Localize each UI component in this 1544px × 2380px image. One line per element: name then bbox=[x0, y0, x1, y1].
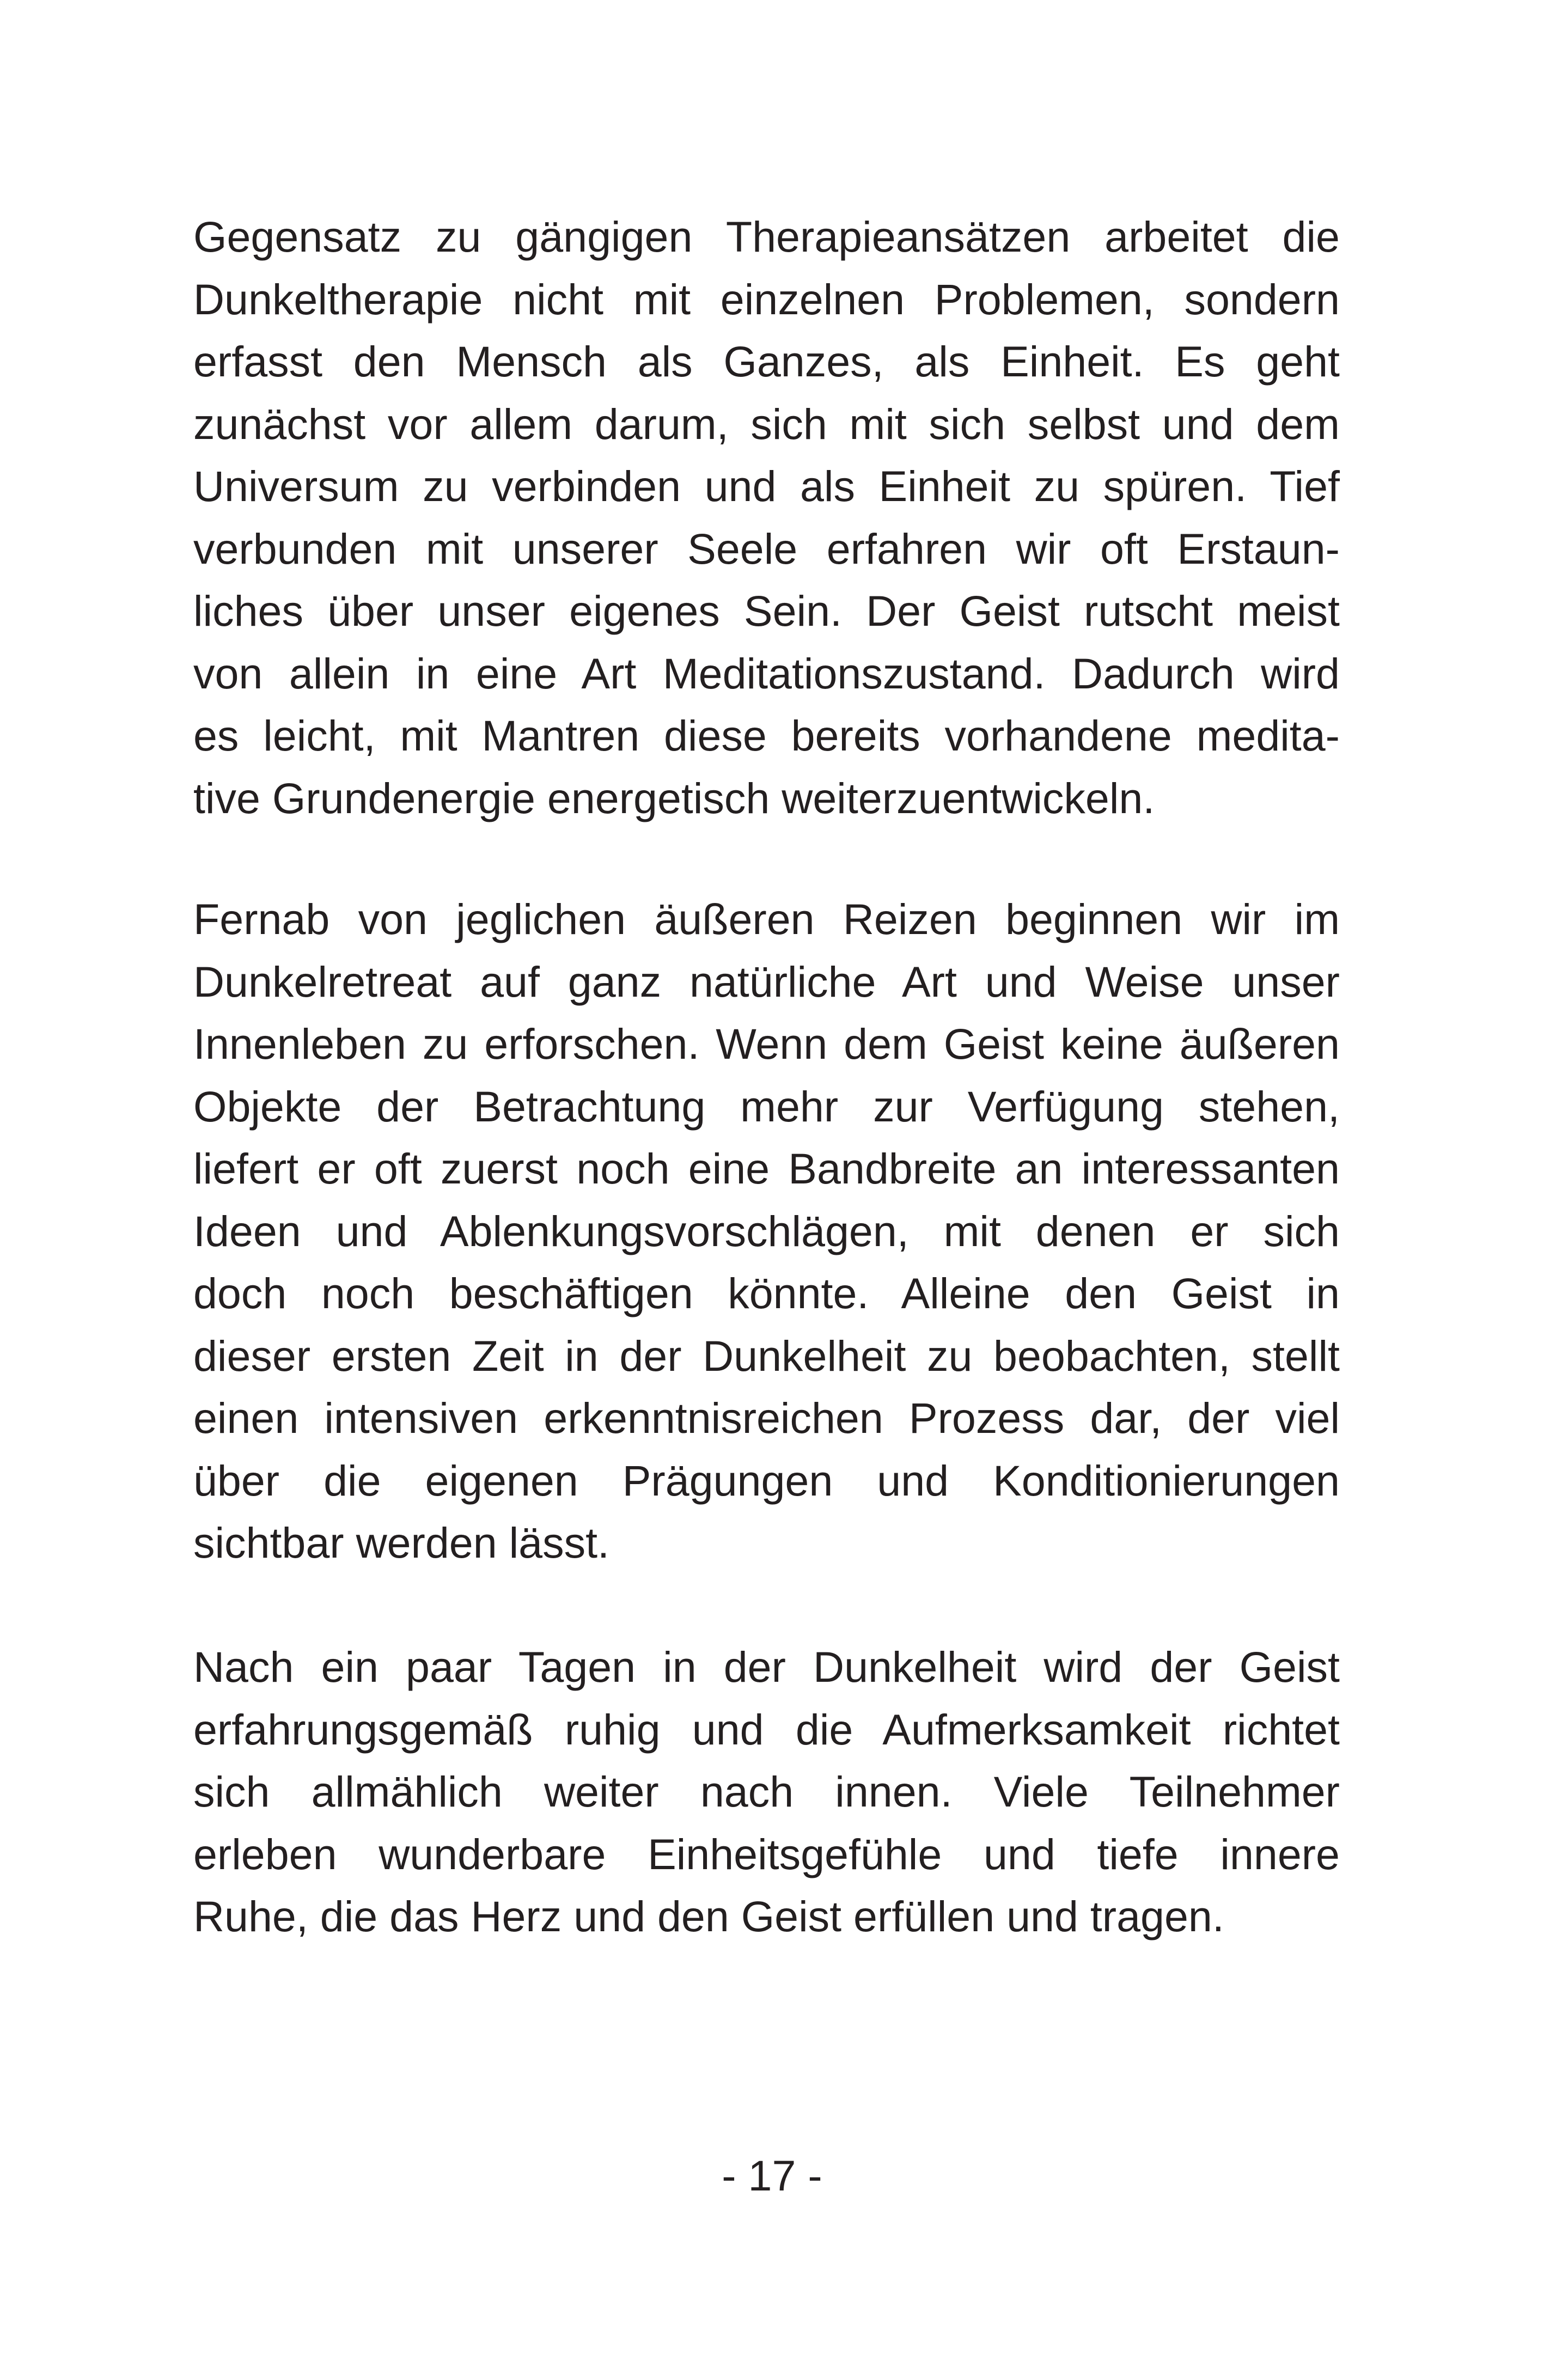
text-line: liefert er oft zuerst noch eine Bandbreite an interessanten bbox=[193, 1144, 1340, 1193]
text-line: sich allmählich weiter nach innen. Viele Teilnehmer bbox=[193, 1767, 1340, 1816]
text-line: über die eigenen Prägungen und Konditionierungen bbox=[193, 1456, 1340, 1505]
text-line: Innenleben zu erforschen. Wenn dem Geist keine äußeren bbox=[193, 1020, 1340, 1068]
text-line: erfahrungsgemäß ruhig und die Aufmerksamkeit richtet bbox=[193, 1705, 1340, 1754]
text-line: Nach ein paar Tagen in der Dunkelheit wird der Geist bbox=[193, 1643, 1340, 1691]
text-line: liches über unser eigenes Sein. Der Geist rutscht meist bbox=[193, 587, 1340, 635]
text-line: einen intensiven erkenntnisreichen Prozess dar, der viel bbox=[193, 1394, 1340, 1442]
text-line: Dunkelretreat auf ganz natürliche Art und Weise unser bbox=[193, 957, 1340, 1006]
text-line: Universum zu verbinden und als Einheit zu spüren. Tief bbox=[193, 462, 1340, 510]
text-line: Dunkeltherapie nicht mit einzelnen Problemen, sondern bbox=[193, 274, 1340, 324]
text-line: erfasst den Mensch als Ganzes, als Einheit. Es geht bbox=[193, 337, 1340, 386]
text-line: verbunden mit unserer Seele erfahren wir oft Erstaun- bbox=[193, 524, 1340, 573]
text-line: doch noch beschäftigen könnte. Alleine den Geist in bbox=[193, 1269, 1340, 1317]
text-line: Ruhe, die das Herz und den Geist erfüllen und tragen. bbox=[193, 1892, 1224, 1940]
text-line: zunächst vor allem darum, sich mit sich selbst und dem bbox=[193, 399, 1340, 448]
text-line: von allein in eine Art Meditationszustand. Dadurch wird bbox=[193, 649, 1340, 698]
page-number: - 17 - bbox=[722, 2151, 822, 2200]
text-line: es leicht, mit Mantren diese bereits vorhandene medita- bbox=[193, 711, 1340, 760]
paragraph-2 bbox=[193, 888, 1340, 1575]
text-line: Fernab von jeglichen äußeren Reizen beginnen wir im bbox=[193, 895, 1340, 943]
paragraph-3 bbox=[193, 1636, 1340, 1948]
text-line: Gegensatz zu gängigen Therapieansätzen arbeitet die bbox=[193, 212, 1340, 261]
text-line: Ideen und Ablenkungsvorschlägen, mit denen er sich bbox=[193, 1206, 1340, 1255]
text-line: Objekte der Betrachtung mehr zur Verfügung stehen, bbox=[193, 1082, 1340, 1131]
text-line: sichtbar werden lässt. bbox=[193, 1518, 610, 1567]
text-line: erleben wunderbare Einheitsgefühle und tiefe innere bbox=[193, 1829, 1340, 1878]
text-line: tive Grundenergie energetisch weiterzuentwickeln. bbox=[193, 773, 1155, 822]
paragraph-1 bbox=[193, 206, 1340, 829]
text-line: dieser ersten Zeit in der Dunkelheit zu beobachten, stellt bbox=[193, 1331, 1340, 1380]
